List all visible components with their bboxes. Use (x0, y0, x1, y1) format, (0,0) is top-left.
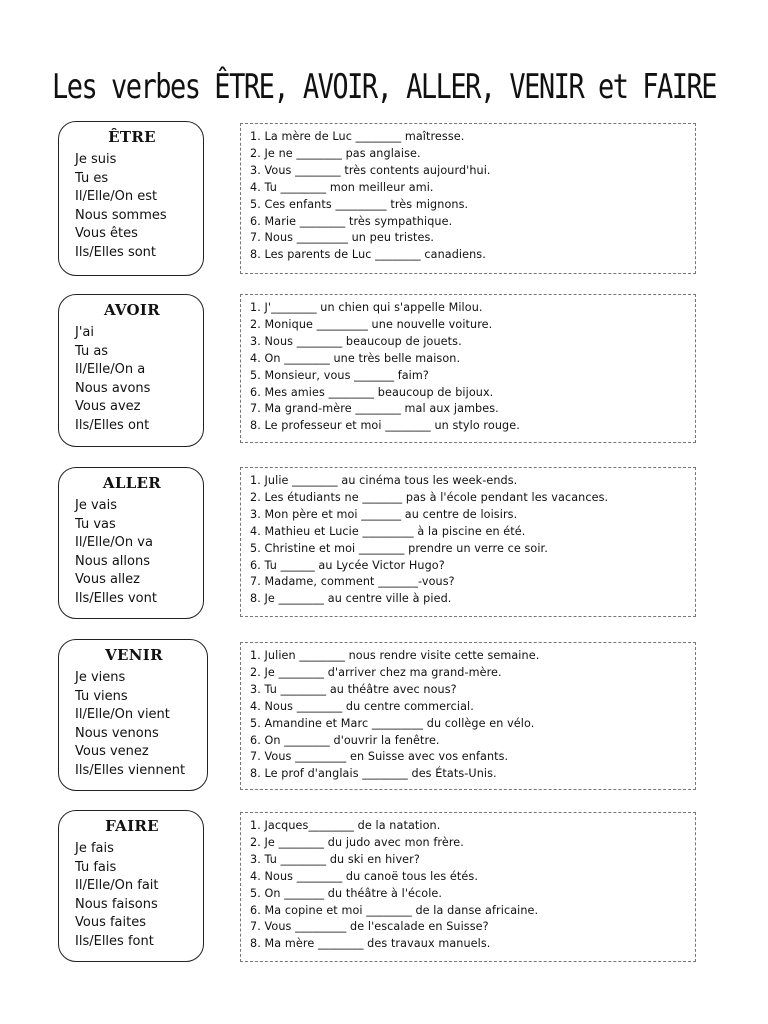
exercise-box-venir (240, 642, 696, 790)
conjugation-list (75, 151, 203, 263)
conjugation-item: Je vais (75, 498, 118, 513)
conjugation-item: Vous allez (75, 572, 140, 588)
conjugation-item: Nous avons (75, 380, 151, 396)
conjugation-item: Tu es (75, 170, 109, 186)
exercise-item: 8. Le professeur et moi ________ un stylo rouge. (250, 419, 520, 433)
conjugation-item: Il/Elle/On vient (75, 707, 170, 723)
exercise-list (250, 818, 695, 953)
exercise-item: 3. Tu ________ du ski en hiver? (250, 852, 420, 866)
exercise-item: 6. On ________ d'ouvrir la fenêtre. (250, 733, 440, 747)
exercise-item: 5. Amandine et Marc _________ du collège en vélo. (250, 716, 535, 730)
exercise-item: 1. Jacques________ de la natation. (250, 819, 441, 832)
page-title: Les verbes ÊTRE, AVOIR, ALLER, VENIR et FAIRE (52, 68, 716, 107)
exercise-item: 2. Les étudiants ne _______ pas à l'école pendant les vacances. (250, 490, 609, 504)
exercise-item: 1. Julie ________ au cinéma tous les week-ends. (250, 474, 518, 487)
conjugation-item: Ils/Elles viennent (75, 762, 186, 778)
exercise-item: 2. Je ________ du judo avec mon frère. (250, 835, 464, 849)
exercise-item: 8. Ma mère ________ des travaux manuels. (250, 937, 491, 951)
conjugation-list (75, 840, 203, 952)
exercise-item: 7. Madame, comment _______-vous? (250, 575, 455, 589)
conjugation-item: Ils/Elles sont (75, 244, 157, 260)
exercise-list (250, 300, 695, 435)
section-etre (0, 121, 768, 281)
exercise-item: 2. Je ne ________ pas anglaise. (250, 146, 421, 160)
conjugation-item: Je viens (75, 670, 126, 685)
exercise-item: 5. Ces enfants _________ très mignons. (250, 197, 469, 211)
exercise-item: 7. Vous _________ de l'escalade en Suisse? (250, 920, 489, 934)
exercise-list (250, 473, 695, 608)
exercise-item: 6. Marie ________ très sympathique. (250, 214, 453, 228)
exercise-item: 5. On _______ du théâtre à l'école. (250, 886, 443, 900)
conjugation-item: Il/Elle/On va (75, 535, 153, 551)
conjugation-item: Je fais (75, 841, 114, 856)
exercise-item: 5. Christine et moi ________ prendre un verre ce soir. (250, 541, 548, 555)
conjugation-item: Vous venez (75, 744, 149, 760)
exercise-item: 3. Tu ________ au théâtre avec nous? (250, 682, 457, 696)
conjugation-box-avoir (58, 294, 204, 447)
section-aller (0, 467, 768, 627)
exercise-item: 3. Vous ________ très contents aujourd'hui. (250, 163, 491, 177)
exercise-item: 7. Nous _________ un peu tristes. (250, 231, 435, 245)
exercise-item: 8. Je ________ au centre ville à pied. (250, 592, 452, 606)
exercise-item: 7. Vous _________ en Suisse avec vos enfants. (250, 750, 509, 764)
exercise-item: 4. Nous ________ du canoë tous les étés. (250, 869, 478, 883)
conjugation-item: Tu fais (75, 859, 117, 875)
exercise-list (250, 648, 695, 783)
conjugation-item: Je suis (75, 152, 117, 167)
conjugation-box-venir (58, 639, 208, 791)
section-venir (0, 639, 768, 799)
exercise-item: 6. Ma copine et moi ________ de la danse africaine. (250, 903, 539, 917)
exercise-item: 3. Nous ________ beaucoup de jouets. (250, 334, 462, 348)
conjugation-item: Nous venons (75, 725, 159, 741)
exercise-item: 4. Nous ________ du centre commercial. (250, 699, 474, 713)
conjugation-item: Tu viens (75, 688, 128, 704)
exercise-item: 6. Tu ______ au Lycée Victor Hugo? (250, 558, 445, 572)
exercise-item: 2. Monique _________ une nouvelle voiture. (250, 317, 493, 331)
exercise-item: 4. Tu ________ mon meilleur ami. (250, 180, 434, 194)
conjugation-item: Il/Elle/On a (75, 362, 146, 378)
exercise-item: 4. On ________ une très belle maison. (250, 351, 461, 365)
exercise-list (250, 129, 695, 264)
conjugation-item: Ils/Elles ont (75, 417, 150, 433)
exercise-item: 4. Mathieu et Lucie _________ à la piscine en été. (250, 524, 526, 538)
verb-name: VENIR (105, 646, 163, 664)
conjugation-item: Vous faites (75, 915, 147, 931)
exercise-box-etre (240, 123, 696, 274)
conjugation-box-etre (58, 121, 204, 276)
conjugation-item: Il/Elle/On fait (75, 878, 159, 894)
exercise-item: 1. J'________ un chien qui s'appelle Milou. (250, 301, 483, 314)
exercise-item: 1. Julien ________ nous rendre visite cette semaine. (250, 649, 540, 662)
exercise-box-faire (240, 812, 696, 962)
exercise-item: 1. La mère de Luc ________ maîtresse. (250, 130, 465, 143)
exercise-item: 8. Les parents de Luc ________ canadiens. (250, 248, 486, 262)
conjugation-item: Ils/Elles vont (75, 590, 157, 606)
conjugation-list (75, 497, 203, 609)
conjugation-box-faire (58, 810, 204, 962)
conjugation-box-aller (58, 467, 204, 619)
exercise-item: 5. Monsieur, vous _______ faim? (250, 368, 429, 382)
conjugation-list (75, 324, 203, 436)
conjugation-item: Vous êtes (75, 226, 138, 242)
exercise-box-avoir (240, 294, 696, 443)
conjugation-list (75, 669, 207, 781)
exercise-item: 2. Je ________ d'arriver chez ma grand-mère. (250, 665, 502, 679)
verb-name: ALLER (102, 474, 162, 492)
conjugation-item: Ils/Elles font (75, 933, 154, 949)
conjugation-item: Il/Elle/On est (75, 189, 158, 205)
conjugation-item: Nous allons (75, 553, 150, 569)
verb-name: FAIRE (105, 817, 159, 835)
conjugation-item: Tu as (75, 343, 109, 359)
exercise-box-aller (240, 467, 696, 617)
section-faire (0, 810, 768, 970)
conjugation-item: Nous sommes (75, 207, 167, 223)
exercise-item: 8. Le prof d'anglais ________ des États-Unis. (250, 767, 497, 781)
verb-name: AVOIR (104, 301, 160, 319)
exercise-item: 6. Mes amies ________ beaucoup de bijoux. (250, 385, 494, 399)
conjugation-item: Nous faisons (75, 896, 158, 912)
section-avoir (0, 294, 768, 454)
conjugation-item: Vous avez (75, 399, 141, 415)
conjugation-item: J'ai (75, 325, 94, 340)
verb-name: ÊTRE (108, 128, 156, 146)
exercise-item: 7. Ma grand-mère ________ mal aux jambes. (250, 402, 499, 416)
exercise-item: 3. Mon père et moi _______ au centre de loisirs. (250, 507, 518, 521)
conjugation-item: Tu vas (75, 516, 116, 532)
